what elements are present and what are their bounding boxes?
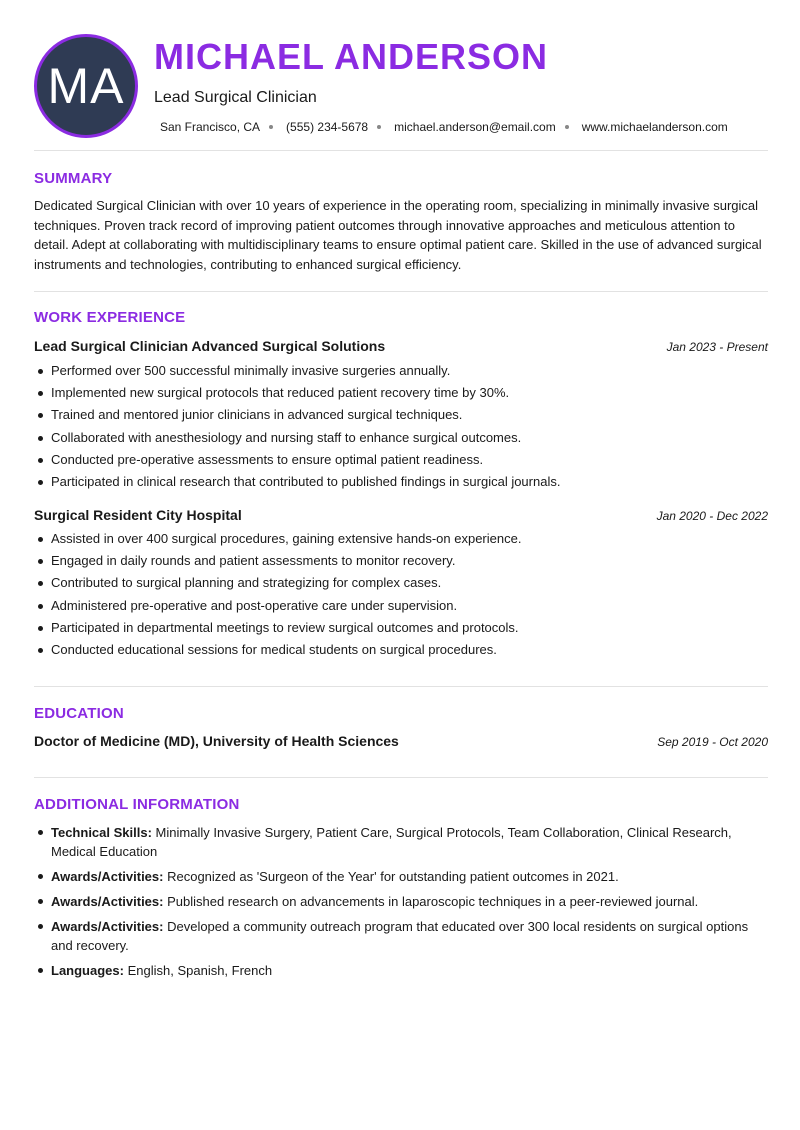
separator-dot-icon	[269, 125, 273, 129]
section-divider	[34, 150, 768, 151]
list-item	[34, 917, 768, 955]
contact-email[interactable]: michael.anderson@email.com	[394, 120, 556, 134]
list-item: Conducted educational sessions for medical students on surgical procedures.	[34, 641, 768, 663]
contact-website[interactable]: www.michaelanderson.com	[581, 120, 728, 134]
separator-dot-icon	[377, 125, 381, 129]
list-item: Conducted pre-operative assessments to ensure optimal patient readiness.	[34, 451, 768, 473]
list-item: Administered pre-operative and post-operative care under supervision.	[34, 597, 768, 619]
work-experience-heading: WORK EXPERIENCE	[34, 309, 186, 326]
job-bullet-list	[34, 362, 768, 495]
separator-dot-icon	[565, 125, 569, 129]
info-label: Technical Skills:	[51, 825, 152, 840]
list-item	[34, 892, 768, 911]
candidate-name: MICHAEL ANDERSON	[154, 36, 549, 77]
list-item: Contributed to surgical planning and strategizing for complex cases.	[34, 574, 768, 596]
education-entry	[34, 733, 768, 751]
info-text: Recognized as 'Surgeon of the Year' for outstanding patient outcomes in 2021.	[167, 869, 619, 884]
info-text: Developed a community outreach program that educated over 300 local residents on surgical options and recovery.	[51, 919, 749, 953]
info-label: Awards/Activities:	[51, 869, 164, 884]
info-label: Languages:	[51, 963, 124, 978]
additional-info-list	[34, 823, 768, 986]
list-item: Participated in clinical research that contributed to published findings in surgical journals.	[34, 473, 768, 495]
job-bullet-list	[34, 530, 768, 663]
info-text: Minimally Invasive Surgery, Patient Care, Surgical Protocols, Team Collaboration, Clinical Research, Medical Education	[51, 825, 732, 859]
degree-title: Doctor of Medicine (MD), University of Health Sciences	[34, 733, 399, 749]
list-item	[34, 961, 768, 980]
education-heading: EDUCATION	[34, 705, 124, 722]
avatar-initials: MA	[47, 58, 125, 114]
candidate-role: Lead Surgical Clinician	[154, 89, 317, 106]
list-item	[34, 823, 768, 861]
list-item: Performed over 500 successful minimally invasive surgeries annually.	[34, 362, 768, 384]
job-header	[34, 338, 768, 356]
list-item: Implemented new surgical protocols that reduced patient recovery time by 30%.	[34, 384, 768, 406]
job-header	[34, 507, 768, 525]
resume-header	[34, 34, 768, 138]
avatar	[34, 34, 138, 138]
job-dates: Jan 2023 - Present	[666, 340, 768, 354]
list-item: Assisted in over 400 surgical procedures, gaining extensive hands-on experience.	[34, 530, 768, 552]
contact-phone: (555) 234-5678	[286, 120, 369, 134]
contact-line	[160, 120, 728, 134]
summary-heading: SUMMARY	[34, 170, 113, 187]
education-dates: Sep 2019 - Oct 2020	[657, 735, 768, 749]
summary-text: Dedicated Surgical Clinician with over 10 years of experience in the operating room, specializing in minimally invasive surgical techniques. Proven track record of improving patient outcomes through innovative approaches and meticulous attention to detail. Adept at collaborating with multidisciplinary teams to ensure optimal patient care. Skilled in the use of advanced surgical instruments and technologies, contributing to enhanced surgical efficiency.	[34, 198, 762, 272]
job-dates: Jan 2020 - Dec 2022	[656, 509, 768, 523]
additional-info-heading: ADDITIONAL INFORMATION	[34, 796, 240, 813]
section-divider	[34, 777, 768, 778]
list-item: Collaborated with anesthesiology and nursing staff to enhance surgical outcomes.	[34, 429, 768, 451]
list-item	[34, 867, 768, 886]
list-item: Engaged in daily rounds and patient assessments to monitor recovery.	[34, 552, 768, 574]
info-label: Awards/Activities:	[51, 919, 164, 934]
info-text: Published research on advancements in laparoscopic techniques in a peer-reviewed journal.	[167, 894, 699, 909]
info-label: Awards/Activities:	[51, 894, 164, 909]
job-title: Lead Surgical Clinician Advanced Surgical Solutions	[34, 338, 386, 354]
job-title: Surgical Resident City Hospital	[34, 507, 242, 523]
section-divider	[34, 686, 768, 687]
list-item: Participated in departmental meetings to review surgical outcomes and protocols.	[34, 619, 768, 641]
contact-location: San Francisco, CA	[160, 120, 261, 134]
section-divider	[34, 291, 768, 292]
list-item: Trained and mentored junior clinicians in advanced surgical techniques.	[34, 406, 768, 428]
info-text: English, Spanish, French	[127, 963, 273, 978]
